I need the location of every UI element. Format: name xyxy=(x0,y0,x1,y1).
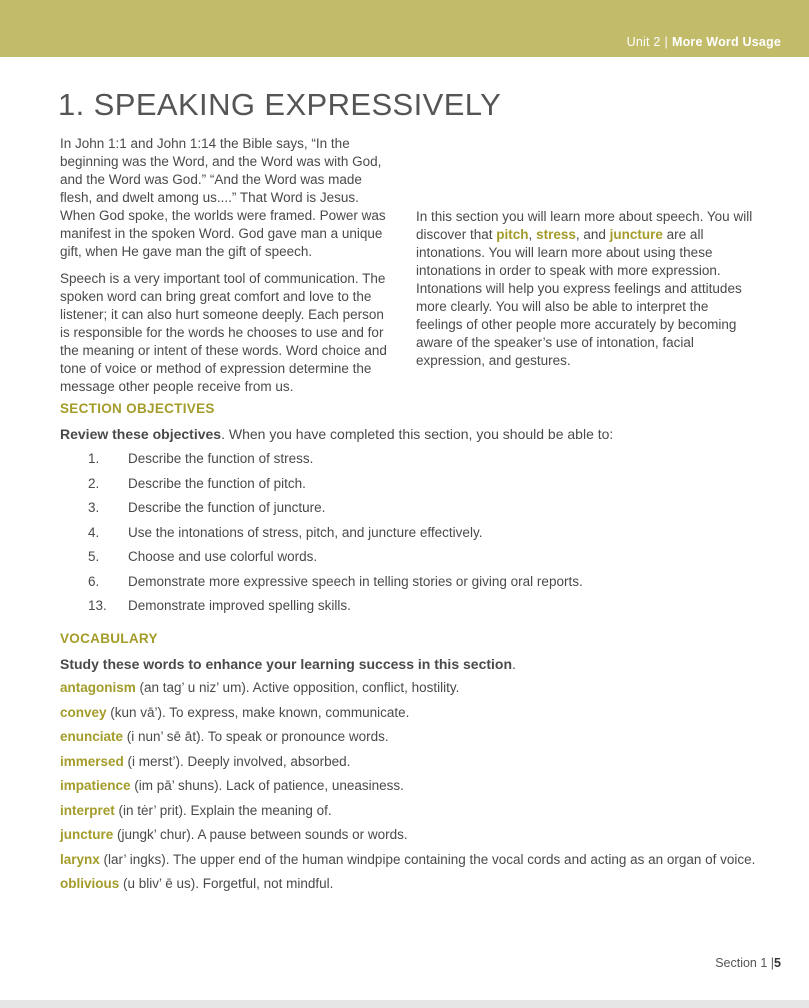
vocab-definition: (u bliv’ ē us). Forgetful, not mindful. xyxy=(119,876,334,891)
objective-number: 13. xyxy=(88,598,107,613)
vocab-term: oblivious xyxy=(60,876,120,891)
objective-text: Choose and use colorful words. xyxy=(128,549,318,564)
term-pitch: pitch xyxy=(496,227,529,242)
vocab-term: enunciate xyxy=(60,729,124,744)
objective-text: Demonstrate improved spelling skills. xyxy=(128,598,351,613)
vocab-definition: (lar’ ingks). The upper end of the human windpipe containing the vocal cords and acting as an organ of voice. xyxy=(99,851,756,867)
intro-paragraph-2-text: Speech is a very important tool of communication. The spoken word can bring great comfort and love to the listener; it can also hurt someone deeply. Each person is responsible for the words he chooses to use and for the meaning or intent of these words. Word choice and tone of voice or method of expression determine the message other people receive from us. xyxy=(60,271,387,394)
comma-1: , xyxy=(528,227,537,242)
intro-paragraph-2 xyxy=(60,270,390,396)
vocab-definition: (in tėr’ prit). Explain the meaning of. xyxy=(114,802,332,818)
intro-column-right xyxy=(416,208,754,379)
intro-column-left xyxy=(60,135,390,396)
vocabulary-intro-rest: . xyxy=(512,656,516,672)
vocab-definition: (im pā’ shuns). Lack of patience, uneasiness. xyxy=(130,778,404,793)
vocabulary-heading: VOCABULARY xyxy=(60,631,158,646)
intro-paragraph-3-text-a: In this section you will learn more about speech. You will discover that xyxy=(416,209,753,242)
vocab-entry xyxy=(60,705,760,721)
vocabulary-intro xyxy=(60,656,516,672)
objective-number: 6. xyxy=(88,573,100,589)
header-separator: | xyxy=(664,35,668,49)
vocab-term: larynx xyxy=(60,851,100,867)
vocab-entry xyxy=(60,803,760,819)
vocab-entry xyxy=(60,778,760,794)
vocab-entry xyxy=(60,729,760,745)
objective-number: 5. xyxy=(88,549,100,564)
page-title: 1. SPEAKING EXPRESSIVELY xyxy=(58,87,502,122)
vocab-term: antagonism xyxy=(60,680,136,695)
vocabulary-intro-bold: Study these words to enhance your learning success in this section xyxy=(60,656,513,672)
vocab-entry xyxy=(60,827,760,843)
objectives-intro-rest: . When you have completed this section, you should be able to: xyxy=(221,426,614,442)
intro-paragraph-1: In John 1:1 and John 1:14 the Bible says, “In the beginning was the Word, and the Word was with God, and the Word was God.” “And the Word was made flesh, and dwelt among us....” That Word is Jesus. When God spoke, the worlds were framed. Power was manifest in the spoken Word. God gave man a unique gift, when He gave man the gift of speech. xyxy=(60,136,386,259)
vocab-term: juncture xyxy=(60,827,114,842)
vocab-entry xyxy=(60,876,760,892)
objectives-intro-bold: Review these objectives xyxy=(60,426,222,442)
term-stress: stress xyxy=(536,227,576,242)
vocab-term: interpret xyxy=(60,802,115,818)
footer-separator: | xyxy=(770,956,775,970)
bottom-bar xyxy=(0,1000,809,1008)
and-word: and xyxy=(579,227,610,242)
intro-paragraph-3 xyxy=(416,208,754,370)
objective-number: 1. xyxy=(88,451,100,466)
vocab-entry xyxy=(60,680,760,696)
footer-section: Section 1 xyxy=(715,956,768,970)
vocab-definition: (an tag’ u niz’ um). Active opposition, conflict, hostility. xyxy=(135,680,460,695)
objectives-intro xyxy=(60,426,613,442)
vocab-term: immersed xyxy=(60,753,124,769)
objective-text: Describe the function of stress. xyxy=(128,451,314,466)
term-juncture: juncture xyxy=(609,227,663,242)
vocab-definition: (i merst’). Deeply involved, absorbed. xyxy=(123,753,351,769)
objectives-heading: SECTION OBJECTIVES xyxy=(60,401,215,416)
vocab-definition: (i nun’ sē āt). To speak or pronounce words. xyxy=(123,729,389,744)
vocab-entry xyxy=(60,852,760,868)
vocabulary-list xyxy=(60,680,760,901)
page-number: 5 xyxy=(774,956,781,970)
comma-2: , xyxy=(575,227,580,242)
objective-text: Demonstrate more expressive speech in telling stories or giving oral reports. xyxy=(128,573,583,589)
unit-label: Unit 2 xyxy=(626,35,661,49)
vocab-definition: (kun vā’). To express, make known, communicate. xyxy=(106,704,410,720)
objective-text: Use the intonations of stress, pitch, and juncture effectively. xyxy=(128,524,483,540)
vocab-term: impatience xyxy=(60,778,131,793)
objective-text: Describe the function of pitch. xyxy=(128,475,306,491)
vocab-term: convey xyxy=(60,704,107,720)
running-header xyxy=(627,35,781,49)
objective-number: 3. xyxy=(88,500,100,515)
header-bar xyxy=(0,0,809,57)
unit-title: More Word Usage xyxy=(671,35,781,49)
objective-number: 2. xyxy=(88,475,100,491)
vocab-definition: (jungk’ chur). A pause between sounds or words. xyxy=(113,827,408,842)
page-footer xyxy=(715,956,781,970)
vocab-entry xyxy=(60,754,760,770)
objective-text: Describe the function of juncture. xyxy=(128,500,326,515)
objective-number: 4. xyxy=(88,524,100,540)
intro-paragraph-3-text-b: are all intonations. You will learn more about using these intonations in order to speak with more expression. Intonations will help you express feelings and attitudes more clearly. You will also be able to interpret the feelings of other people more accurately by becoming aware of the speaker’s use of intonation, facial expression, and gestures. xyxy=(416,227,742,368)
